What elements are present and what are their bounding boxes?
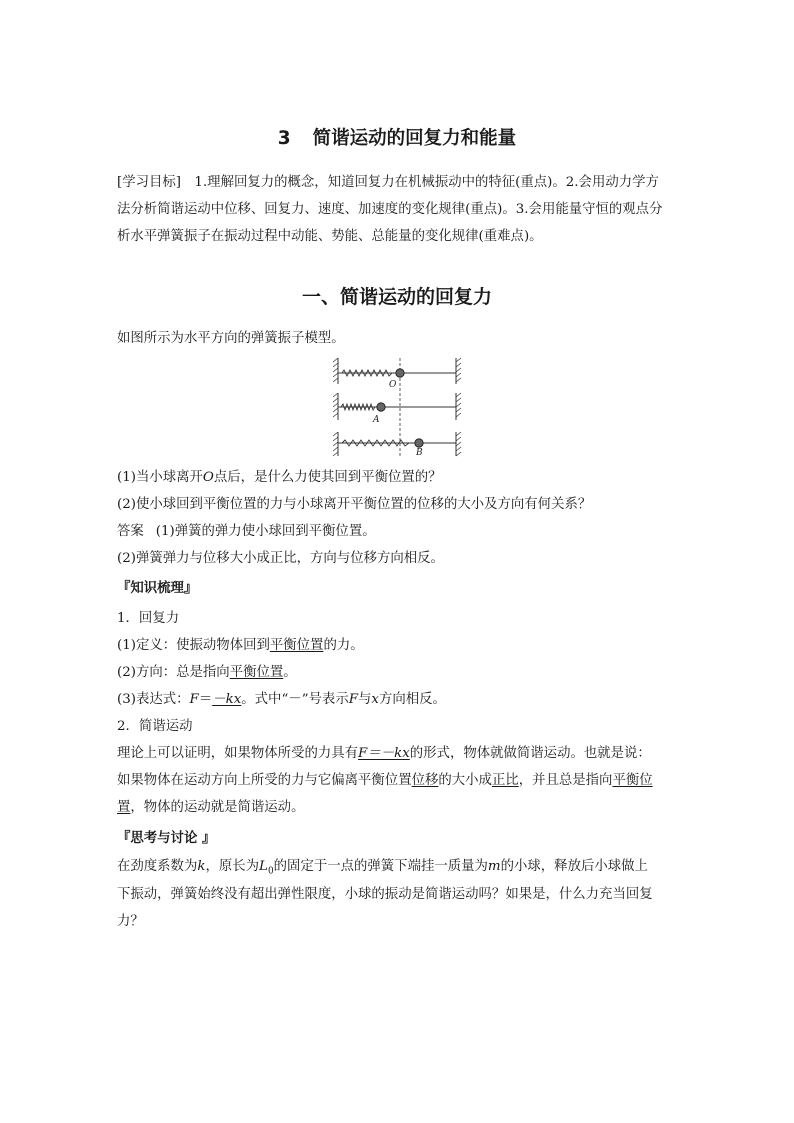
shm-blank-proportional: 正比 — [491, 773, 519, 788]
answer-1-text: (1)弹簧的弹力使小球回到平衡位置。 — [155, 524, 376, 539]
knowledge-heading: 『知识梳理』 — [117, 581, 198, 596]
chapter-title: 简谐运动的回复力和能量 — [312, 128, 517, 149]
discussion-text-b: ，原长为 — [205, 859, 260, 874]
shm-text-f: ，物体的运动就是简谐运动。 — [130, 800, 305, 815]
discussion-heading: 『思考与讨论 』 — [117, 831, 216, 846]
question-1-point: O — [202, 470, 214, 485]
ball-o — [396, 369, 404, 377]
spring-oscillator-figure — [330, 356, 464, 458]
discussion-text-d: 的小球，释放后小球做上 — [500, 859, 648, 874]
discussion-l-subscript: 0 — [267, 866, 274, 877]
discussion-line-2: 下振动，弹簧始终没有超出弹性限度，小球的振动是简谐运动吗？如果是，什么力充当回复 — [117, 887, 653, 902]
objectives-line-3: 析水平弹簧振子在振动过程中动能、势能、总能量的变化规律(重难点)。 — [117, 229, 543, 244]
section-heading: 一、简谐运动的回复力 — [301, 286, 492, 308]
expression-x: x — [371, 692, 379, 707]
expression-text-a: (3)表达式： — [117, 692, 190, 707]
knowledge-item-2: 2．简谐运动 — [117, 719, 193, 734]
question-2: (2)使小球回到平衡位置的力与小球离开平衡位置的位移的大小及方向有何关系？ — [117, 497, 592, 512]
question-1 — [117, 469, 442, 487]
shm-text-c: 如果物体在运动方向上所受的力与它偏离平衡位置 — [117, 773, 412, 788]
shm-paragraph-line-3 — [117, 799, 304, 817]
page-title — [0, 124, 794, 150]
shm-text-d: 的大小成 — [438, 773, 492, 788]
label-o: O — [389, 380, 397, 390]
discussion-text-a: 在劲度系数为 — [117, 859, 198, 874]
direction-text-b: 。 — [283, 665, 297, 680]
shm-paragraph-line-2 — [117, 772, 653, 790]
expression-text-c: 与 — [358, 692, 372, 707]
discussion-m: m — [487, 859, 501, 874]
shm-text-e: ，并且总是指向 — [518, 773, 613, 788]
shm-paragraph-line-1 — [117, 745, 651, 763]
label-b: B — [416, 448, 423, 458]
direction-blank: 平衡位置 — [229, 665, 284, 680]
discussion-line-1 — [117, 858, 648, 881]
rods — [338, 373, 456, 443]
direction-line — [117, 664, 297, 682]
objectives-line-1: [学习目标] 1.理解回复力的概念，知道回复力在机械振动中的特征(重点)。2.会用动力学方 — [117, 175, 659, 190]
question-1-text-a: (1)当小球离开 — [117, 470, 203, 485]
ball-a — [377, 403, 385, 411]
expression-text-d: 方向相反。 — [378, 692, 446, 707]
shm-formula-blank: F＝－kx — [358, 746, 410, 761]
expression-eq: ＝ — [198, 692, 213, 707]
expression-line — [117, 691, 446, 709]
discussion-l: L — [259, 859, 268, 874]
definition-line — [117, 637, 364, 655]
discussion-text-c: 的固定于一点的弹簧下端挂一质量为 — [273, 859, 488, 874]
discussion-line-3: 力？ — [117, 914, 144, 929]
expression-f2: F — [348, 692, 359, 707]
direction-text-a: (2)方向：总是指向 — [117, 665, 230, 680]
ball-b — [415, 439, 423, 447]
shm-blank-displacement: 位移 — [411, 773, 439, 788]
knowledge-item-1: 1．回复力 — [117, 611, 180, 626]
answer-label: 答案 — [117, 524, 144, 539]
shm-blank-equilibrium-cont: 置 — [117, 800, 131, 815]
answer-2: (2)弹簧弹力与位移大小成正比，方向与位移方向相反。 — [117, 551, 444, 566]
definition-text-b: 的力。 — [323, 638, 364, 653]
expression-text-b: 。式中“－”号表示 — [241, 692, 349, 707]
shm-text-b: 的形式，物体就做简谐运动。也就是说： — [409, 746, 651, 761]
chapter-number: 3 — [277, 128, 291, 149]
shm-text-a: 理论上可以证明，如果物体所受的力具有 — [117, 746, 359, 761]
right-wall — [456, 358, 461, 456]
left-wall — [333, 358, 338, 456]
expression-blank: －kx — [212, 692, 242, 707]
discussion-k: k — [197, 859, 206, 874]
intro-text: 如图所示为水平方向的弹簧振子模型。 — [117, 331, 345, 346]
question-1-text-b: 点后，是什么力使其回到平衡位置的？ — [213, 470, 442, 485]
shm-blank-equilibrium: 平衡位 — [612, 773, 653, 788]
objectives-line-2: 法分析简谐运动中位移、回复力、速度、加速度的变化规律(重点)。3.会用能量守恒的观点分 — [117, 202, 663, 217]
definition-text-a: (1)定义：使振动物体回到 — [117, 638, 270, 653]
expression-f: F — [189, 692, 199, 707]
answer-1 — [117, 523, 376, 541]
definition-blank: 平衡位置 — [269, 638, 324, 653]
label-a: A — [373, 415, 380, 425]
